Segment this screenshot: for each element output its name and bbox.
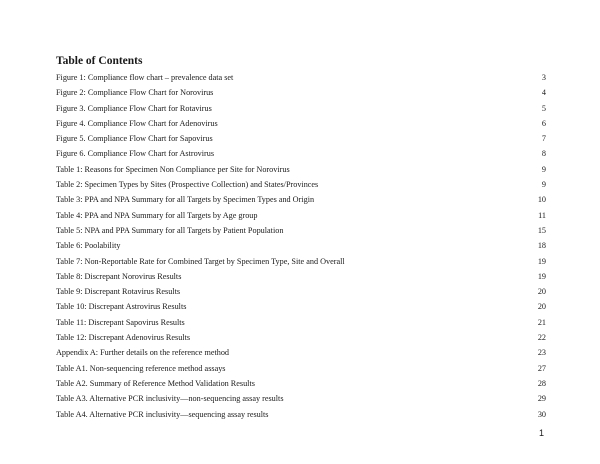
toc-entry[interactable] [56,192,546,207]
toc-entry-label: Table 3: PPA and NPA Summary for all Targets by Specimen Types and Origin [56,195,315,205]
toc-entry[interactable] [56,146,546,161]
toc-entry-page: 21 [537,317,546,327]
toc-entry-page: 20 [537,287,546,297]
toc-entry-label: Table A2. Summary of Reference Method Validation Results [56,378,255,388]
toc-entry[interactable] [56,238,546,253]
toc-entry-label: Figure 3. Compliance Flow Chart for Rotavirus [56,103,212,113]
toc-entry-label: Table 12: Discrepant Adenovirus Results [56,333,191,343]
toc-entry[interactable] [56,131,546,146]
toc-heading: Table of Contents [56,55,143,67]
toc-entry[interactable] [56,284,546,299]
toc-entry-page: 3 [541,73,546,82]
toc-entry-label: Table 9: Discrepant Rotavirus Results [56,287,181,297]
toc-entry[interactable] [56,407,546,422]
toc-entry[interactable] [56,315,546,330]
toc-entry-label: Table 4: PPA and NPA Summary for all Targets by Age group [56,210,258,220]
toc-entry[interactable] [56,162,546,177]
toc-entry-label: Table 10: Discrepant Astrovirus Results [56,302,187,312]
toc-entry-label: Table 5: NPA and PPA Summary for all Targets by Patient Population [56,225,284,235]
toc-entry-label: Table 11: Discrepant Sapovirus Results [56,317,185,327]
toc-entry-page: 9 [541,180,546,190]
toc-list [56,70,546,422]
toc-entry[interactable] [56,345,546,360]
toc-entry[interactable] [56,70,546,85]
toc-entry-label: Table 6: Poolability [56,241,121,251]
page-number: 1 [538,428,544,438]
toc-entry[interactable] [56,177,546,192]
toc-entry[interactable] [56,85,546,100]
toc-entry-page: 4 [541,88,546,98]
toc-entry-page: 8 [541,149,546,159]
toc-entry-page: 10 [537,195,546,205]
toc-entry-label: Table 1: Reasons for Specimen Non Compliance per Site for Norovirus [56,164,290,174]
toc-entry-label: Table 2: Specimen Types by Sites (Prospective Collection) and States/Provinces [56,180,319,190]
toc-entry-label: Appendix A: Further details on the reference method [56,348,230,358]
toc-entry-label: Table A1. Non-sequencing reference method assays [56,363,226,373]
toc-entry-label: Figure 4. Compliance Flow Chart for Adenovirus [56,118,218,128]
toc-entry-page: 30 [537,409,546,419]
toc-entry-label: Figure 6. Compliance Flow Chart for Astrovirus [56,149,215,159]
toc-entry-page: 6 [541,118,546,128]
toc-entry[interactable] [56,116,546,131]
toc-entry-label: Table A3. Alternative PCR inclusivity—non-sequencing assay results [56,394,284,404]
toc-entry-label: Table A4. Alternative PCR inclusivity—sequencing assay results [56,409,269,419]
toc-entry[interactable] [56,254,546,269]
toc-entry-page: 19 [537,271,546,281]
toc-entry-page: 23 [537,348,546,358]
toc-entry-label: Table 8: Discrepant Norovirus Results [56,271,182,281]
toc-entry[interactable] [56,223,546,238]
toc-entry[interactable] [56,361,546,376]
toc-entry-page: 22 [537,333,546,343]
toc-entry-page: 7 [541,134,546,144]
toc-entry-label: Figure 2: Compliance Flow Chart for Norovirus [56,88,214,98]
toc-entry-label: Figure 1: Compliance flow chart – prevalence data set [56,73,234,82]
toc-entry-label: Table 7: Non-Reportable Rate for Combined Target by Specimen Type, Site and Overall [56,256,345,266]
toc-entry-page: 28 [537,378,546,388]
toc-entry[interactable] [56,376,546,391]
toc-entry-page: 15 [537,225,546,235]
toc-entry[interactable] [56,208,546,223]
toc-entry-page: 29 [537,394,546,404]
toc-entry-page: 27 [537,363,546,373]
toc-entry[interactable] [56,101,546,116]
toc-entry-page: 9 [541,164,546,174]
toc-entry-page: 18 [537,241,546,251]
toc-entry[interactable] [56,391,546,406]
toc-entry[interactable] [56,269,546,284]
toc-entry-page: 19 [537,256,546,266]
toc-entry-page: 5 [541,103,546,113]
toc-entry[interactable] [56,299,546,314]
toc-entry-label: Figure 5. Compliance Flow Chart for Sapovirus [56,134,213,144]
toc-entry[interactable] [56,330,546,345]
toc-entry-page: 11 [538,210,546,220]
toc-entry-page: 20 [537,302,546,312]
